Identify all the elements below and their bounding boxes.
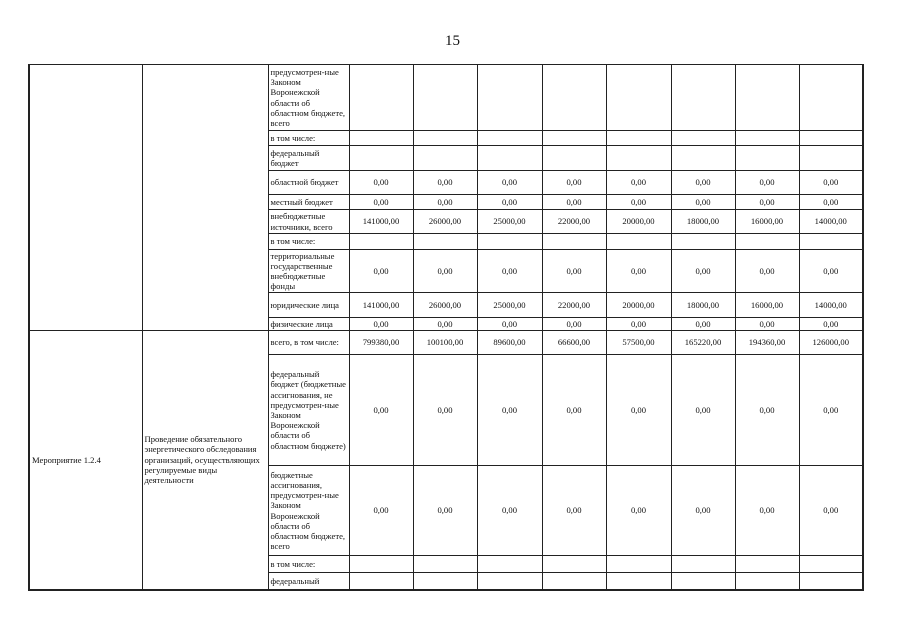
amount-cell: 0,00 — [542, 466, 606, 556]
amount-cell: 0,00 — [542, 318, 606, 331]
amount-cell — [413, 234, 477, 250]
amount-cell: 0,00 — [542, 250, 606, 293]
amount-cell — [349, 573, 413, 590]
funding-source: всего, в том числе: — [268, 331, 349, 355]
amount-cell — [671, 131, 735, 146]
amount-cell — [477, 556, 542, 573]
amount-cell: 0,00 — [477, 171, 542, 195]
amount-cell — [349, 65, 413, 131]
amount-cell: 0,00 — [606, 355, 671, 466]
amount-cell — [413, 556, 477, 573]
amount-cell — [799, 234, 863, 250]
amount-cell: 0,00 — [542, 195, 606, 210]
amount-cell: 0,00 — [477, 318, 542, 331]
amount-cell: 18000,00 — [671, 210, 735, 234]
amount-cell — [606, 146, 671, 171]
page-number: 15 — [445, 33, 460, 49]
amount-cell — [735, 131, 799, 146]
funding-source: федеральный бюджет (бюджетные ассигнования, не предусмотрен-ные Законом Воронежской области об областном бюджете) — [268, 355, 349, 466]
funding-source: предусмотрен-ные Законом Воронежской области об областном бюджете, всего — [268, 65, 349, 131]
amount-cell: 22000,00 — [542, 293, 606, 318]
amount-cell: 25000,00 — [477, 210, 542, 234]
measure-name: Мероприятие 1.2.4 — [29, 331, 142, 590]
amount-cell — [349, 146, 413, 171]
amount-cell — [413, 65, 477, 131]
funding-source: федеральный — [268, 573, 349, 590]
amount-cell: 14000,00 — [799, 210, 863, 234]
amount-cell: 0,00 — [735, 318, 799, 331]
amount-cell: 0,00 — [413, 195, 477, 210]
amount-cell: 20000,00 — [606, 293, 671, 318]
amount-cell: 0,00 — [413, 355, 477, 466]
amount-cell: 0,00 — [799, 466, 863, 556]
financing-table — [28, 64, 864, 591]
funding-source: местный бюджет — [268, 195, 349, 210]
amount-cell — [606, 131, 671, 146]
amount-cell: 18000,00 — [671, 293, 735, 318]
amount-cell: 89600,00 — [477, 331, 542, 355]
amount-cell: 0,00 — [542, 171, 606, 195]
funding-source: внебюджетные источники, всего — [268, 210, 349, 234]
amount-cell: 0,00 — [799, 318, 863, 331]
amount-cell — [671, 146, 735, 171]
amount-cell: 100100,00 — [413, 331, 477, 355]
amount-cell — [799, 556, 863, 573]
amount-cell: 0,00 — [606, 171, 671, 195]
amount-cell: 14000,00 — [799, 293, 863, 318]
amount-cell: 141000,00 — [349, 293, 413, 318]
measure-name — [29, 65, 142, 331]
amount-cell — [477, 573, 542, 590]
amount-cell: 26000,00 — [413, 210, 477, 234]
amount-cell — [477, 65, 542, 131]
amount-cell: 0,00 — [671, 355, 735, 466]
amount-cell — [671, 65, 735, 131]
amount-cell: 0,00 — [477, 195, 542, 210]
amount-cell: 0,00 — [349, 195, 413, 210]
amount-cell: 126000,00 — [799, 331, 863, 355]
amount-cell — [606, 234, 671, 250]
amount-cell: 0,00 — [799, 195, 863, 210]
amount-cell — [606, 573, 671, 590]
amount-cell: 0,00 — [542, 355, 606, 466]
amount-cell: 0,00 — [606, 250, 671, 293]
amount-cell: 0,00 — [349, 250, 413, 293]
amount-cell — [413, 146, 477, 171]
amount-cell — [349, 556, 413, 573]
table-row — [29, 331, 863, 355]
amount-cell: 57500,00 — [606, 331, 671, 355]
amount-cell: 0,00 — [606, 466, 671, 556]
funding-source: федеральный бюджет — [268, 146, 349, 171]
amount-cell: 0,00 — [735, 355, 799, 466]
amount-cell — [542, 131, 606, 146]
funding-source: юридические лица — [268, 293, 349, 318]
amount-cell: 25000,00 — [477, 293, 542, 318]
amount-cell: 22000,00 — [542, 210, 606, 234]
amount-cell: 0,00 — [349, 355, 413, 466]
amount-cell — [542, 556, 606, 573]
amount-cell — [671, 573, 735, 590]
amount-cell — [735, 146, 799, 171]
amount-cell: 0,00 — [735, 250, 799, 293]
measure-description — [142, 65, 268, 331]
amount-cell — [542, 65, 606, 131]
measure-description: Проведение обязательного энергетического обследования организаций, осуществляющих регулируемые виды деятельности — [142, 331, 268, 590]
amount-cell: 0,00 — [606, 318, 671, 331]
amount-cell — [349, 234, 413, 250]
amount-cell: 0,00 — [671, 318, 735, 331]
amount-cell: 0,00 — [735, 466, 799, 556]
amount-cell: 66600,00 — [542, 331, 606, 355]
amount-cell — [735, 65, 799, 131]
amount-cell: 0,00 — [735, 195, 799, 210]
amount-cell: 0,00 — [671, 195, 735, 210]
amount-cell — [799, 131, 863, 146]
amount-cell — [349, 131, 413, 146]
amount-cell — [735, 556, 799, 573]
amount-cell: 0,00 — [671, 466, 735, 556]
amount-cell: 0,00 — [349, 466, 413, 556]
amount-cell: 0,00 — [477, 466, 542, 556]
funding-source: бюджетные ассигнования, предусмотрен-ные Законом Воронежской области об областном бюджете, всего — [268, 466, 349, 556]
amount-cell: 141000,00 — [349, 210, 413, 234]
amount-cell: 0,00 — [799, 355, 863, 466]
amount-cell: 0,00 — [799, 250, 863, 293]
amount-cell — [799, 65, 863, 131]
amount-cell — [413, 573, 477, 590]
amount-cell — [477, 234, 542, 250]
amount-cell: 0,00 — [413, 466, 477, 556]
amount-cell: 16000,00 — [735, 210, 799, 234]
amount-cell: 165220,00 — [671, 331, 735, 355]
amount-cell: 16000,00 — [735, 293, 799, 318]
funding-source: в том числе: — [268, 556, 349, 573]
amount-cell: 0,00 — [413, 250, 477, 293]
amount-cell: 20000,00 — [606, 210, 671, 234]
amount-cell — [606, 65, 671, 131]
amount-cell — [671, 556, 735, 573]
funding-source: областной бюджет — [268, 171, 349, 195]
amount-cell — [735, 573, 799, 590]
amount-cell: 0,00 — [477, 250, 542, 293]
amount-cell: 0,00 — [413, 318, 477, 331]
amount-cell: 0,00 — [799, 171, 863, 195]
amount-cell: 0,00 — [413, 171, 477, 195]
amount-cell — [413, 131, 477, 146]
amount-cell — [799, 146, 863, 171]
funding-source: территориальные государственные внебюджетные фонды — [268, 250, 349, 293]
table-body — [29, 65, 863, 590]
amount-cell — [477, 131, 542, 146]
funding-source: физические лица — [268, 318, 349, 331]
amount-cell: 0,00 — [606, 195, 671, 210]
amount-cell: 0,00 — [477, 355, 542, 466]
amount-cell — [477, 146, 542, 171]
amount-cell — [542, 573, 606, 590]
amount-cell — [542, 234, 606, 250]
funding-source: в том числе: — [268, 131, 349, 146]
funding-source: в том числе: — [268, 234, 349, 250]
amount-cell — [606, 556, 671, 573]
table-row — [29, 65, 863, 131]
amount-cell: 0,00 — [349, 171, 413, 195]
amount-cell — [735, 234, 799, 250]
amount-cell: 26000,00 — [413, 293, 477, 318]
amount-cell — [799, 573, 863, 590]
amount-cell: 0,00 — [735, 171, 799, 195]
amount-cell — [542, 146, 606, 171]
amount-cell — [671, 234, 735, 250]
amount-cell: 799380,00 — [349, 331, 413, 355]
amount-cell: 0,00 — [349, 318, 413, 331]
amount-cell: 0,00 — [671, 250, 735, 293]
amount-cell: 194360,00 — [735, 331, 799, 355]
amount-cell: 0,00 — [671, 171, 735, 195]
